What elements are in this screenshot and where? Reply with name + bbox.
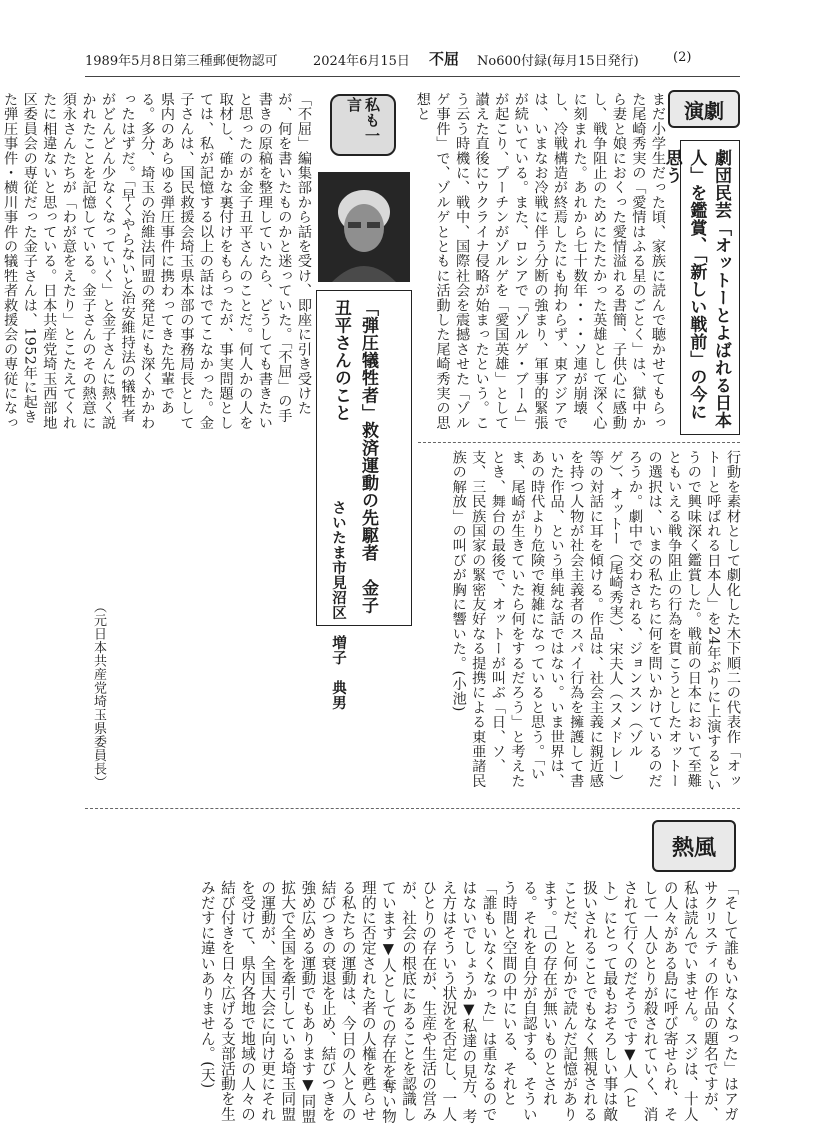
page-number: (2): [673, 50, 692, 65]
masthead: [85, 50, 725, 72]
issue-date: 2024年6月15日: [313, 54, 410, 69]
portrait-image: [318, 172, 410, 282]
engeki-headline: 劇団民芸「オットーとよばれる日本人」を鑑賞、「新しい戦前」の今に思う: [661, 149, 731, 429]
engeki-body-bottom: 行動を素材として劇化した木下順二の代表作「オットーと呼ばれる日本人」を24年ぶりに上演するというので興味深く鑑賞した。戦前の日本において至難ともいえる戦争阻止の行為を貫こうとしたオットーの選択は、いまの私たちに何を問いかけているのだろうか。劇中で交わされる、ジョンスン（ゾルゲ）、オットー（尾崎秀実）、宋夫人（スメドレー）等の対話に耳を傾ける。作品は、社会主義に親近感を持つ人物が社会主義者のスパイ行為を擁護して書いた作品、という単純な話ではない。いま世界は、あの時代より危険で複雑になっていると思う。「いま、尾崎が生きていたら何をするだろう」と考えたとき、舞台の最後で、オットーが叫ぶ「日、ソ、支、三民族国家の緊密友好なる提携による東亜諸民族の解放」の叫びが胸に響いた。(小池): [450, 450, 741, 793]
engeki-headline-box: [661, 140, 740, 435]
watashi-signature: （元日本共産党埼玉県委員長）: [91, 600, 106, 789]
engeki-divider: [418, 442, 740, 443]
issue-number: No600付録(毎月15日発行): [477, 54, 639, 69]
watashi-tag: 私も一言: [330, 94, 396, 156]
engeki-body-top: まだ小学生だった頃、家族に読んで聴かせてもらった尾崎秀実の「愛情はふる星のごとく」は、獄中から妻と娘におくった愛情溢れる書簡、子供心に感動し、戦争阻止のためにたたかった英雄として深く心に刻まれた。あれから七十数年・・・ソ連が崩壊し、冷戦構造が終焉したにも拘わらず、東アジアでは、いまなお冷戦に伴う分断の強まり、軍事的緊張が続いている。また、ロシアで「ゾルゲ・ブーム」が起こり、プーチンがゾルゲを「愛国英雄」として讃えた直後にウクライナ侵略が始まったという。こう云う時機に、戦中、国際社会を震撼させた「ゾルゲ事件」で、ゾルゲとともに活動した尾崎秀実の思想と: [414, 92, 666, 431]
header-rule: [85, 76, 740, 77]
section-divider: [85, 808, 740, 809]
watashi-headline: 「弾圧犠牲者」救済運動の先駆者 金子丑平さんのこと: [330, 299, 378, 614]
neppu-body: 「そして誰もいなくなった」はアガサクリスティの作品の題名ですが、私は読んでいません。スジは、十人の人々がある島に呼び寄せられ、そして一人ひとりが殺されていく、消されて行くのだそうです▼人（ヒト）にとって最もおそろしい事は敵扱いされることでもなく無視されることだ、と何かで読んだ記憶があります。己の存在が無いものとされる。それを自分が自認する、そういう時間と空間の中にいる、それと「誰もいなくなった」は重なるのではないでしょうか▼私達の見方、考え方はそういう状況を否定し、一人ひとりの存在が、生産や生活の営みが、社会の根底にあることを認識しています▼人としての存在を奪い物理的に否定された者の人権を甦らせる私たちの運動は、今日の人と人の結びつきの衰退を止め、結びつきを強め広める運動でもあります▼同盟拡大で全国を牽引している埼玉同盟の運動が、全国大会に向け更にそれを受けて、県内各地で地域の人々の結び付きを日々広げる支部活動を生みだすに違いありません。(天): [198, 880, 739, 1124]
engeki-tag: 演劇: [668, 90, 740, 128]
neppu-tag: 熱風: [652, 820, 736, 872]
author-photo: [318, 172, 410, 282]
watashi-byline: さいたま市見沼区 増子 典男: [330, 500, 346, 710]
mail-permit: 1989年5月8日第三種郵便物認可: [85, 54, 278, 69]
watashi-body: 「不屈」編集部から話を受け、即座に引き受けたが、何を書いたものかと迷っていた。「不屈」の手書きの原稿を整理していたら、どうしても書きたいと思ったのが金子丑平さんのことだ。何人かの人を取材し、確かな裏付けをもらったが、事実問題としては、私が記憶する以上の話はでてこなかった。金子さんは、国民救援会埼玉県本部の事務局長として県内のあらゆる弾圧事件に携わってきた先輩である。多分、埼玉の治維法同盟の発足にも深くかかわったはずだ。「早くやらないと治安維持法の犠牲者がどんどん少なくなっていく」と金子さんに熱く説かれたことを記憶している。金子さんのその熱意に須永さんたちが「わが意をえたり」とこたえてくれたに相違ないと思っている。日本共産党埼玉西部地区委員会の専従だった金子さんは、1952年に起きた弾圧事件・横川事件の犠牲者救援会の専従になっ: [2, 92, 312, 431]
paper-name: 不屈: [429, 50, 460, 68]
